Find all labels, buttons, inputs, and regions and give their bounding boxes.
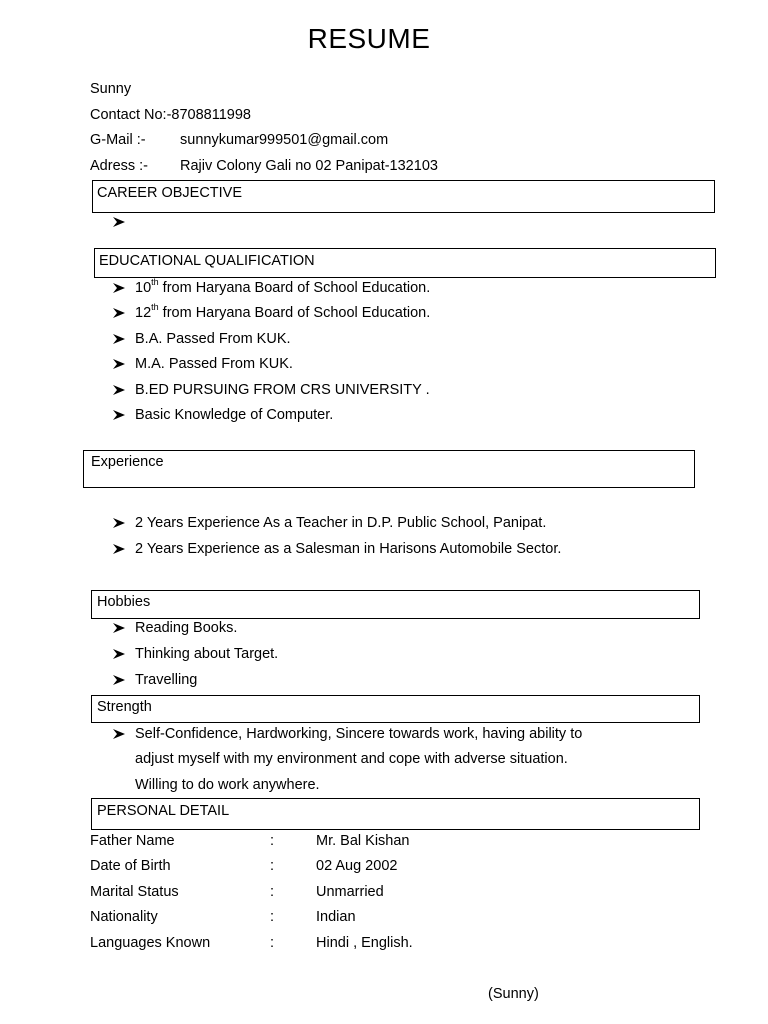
- personal-detail-label: Father Name: [90, 833, 175, 849]
- strength-line: adjust myself with my environment and cope with adverse situation.: [135, 751, 568, 767]
- bullet-arrow-icon: [112, 333, 126, 345]
- personal-detail-value: 02 Aug 2002: [316, 858, 398, 874]
- education-item: B.A. Passed From KUK.: [135, 331, 291, 347]
- education-item: 10th from Haryana Board of School Education.: [135, 277, 431, 296]
- personal-detail-value: Mr. Bal Kishan: [316, 833, 410, 849]
- strength-box: [91, 695, 700, 723]
- candidate-name: Sunny: [90, 81, 132, 97]
- bullet-arrow-icon: [112, 307, 126, 319]
- bullet-arrow-icon: [112, 674, 126, 686]
- education-box: [94, 248, 716, 278]
- gmail-value: sunnykumar999501@gmail.com: [180, 132, 389, 148]
- experience-item: 2 Years Experience as a Salesman in Harisons Automobile Sector.: [135, 541, 562, 557]
- signature: (Sunny): [488, 986, 539, 1002]
- bullet-arrow-icon: [112, 282, 126, 294]
- career-objective-heading: CAREER OBJECTIVE: [97, 185, 243, 201]
- address-label: Adress :-: [90, 158, 149, 174]
- experience-box: [83, 450, 695, 488]
- hobbies-heading: Hobbies: [97, 594, 151, 610]
- strength-heading: Strength: [97, 699, 152, 715]
- address-value: Rajiv Colony Gali no 02 Panipat-132103: [180, 158, 438, 174]
- bullet-arrow-icon: [112, 622, 126, 634]
- hobbies-box: [91, 590, 700, 619]
- education-item: 12th from Haryana Board of School Education.: [135, 302, 431, 321]
- career-objective-box: [92, 180, 715, 213]
- personal-detail-separator: :: [270, 909, 275, 925]
- education-heading: EDUCATIONAL QUALIFICATION: [99, 253, 315, 269]
- personal-detail-label: Marital Status: [90, 884, 179, 900]
- personal-detail-label: Date of Birth: [90, 858, 171, 874]
- bullet-arrow-icon: [112, 409, 126, 421]
- hobby-item: Thinking about Target.: [135, 646, 279, 662]
- career-bullet-arrow-icon: [112, 216, 126, 228]
- strength-line: Willing to do work anywhere.: [135, 777, 320, 793]
- hobby-item: Reading Books.: [135, 620, 238, 636]
- bullet-arrow-icon: [112, 384, 126, 396]
- personal-detail-box: [91, 798, 700, 830]
- personal-detail-separator: :: [270, 833, 275, 849]
- contact-label: Contact No:-: [90, 107, 172, 123]
- bullet-arrow-icon: [112, 543, 126, 555]
- strength-line: Self-Confidence, Hardworking, Sincere towards work, having ability to: [135, 726, 583, 742]
- strength-bullet-arrow-icon: [112, 728, 126, 740]
- bullet-arrow-icon: [112, 517, 126, 529]
- contact-value: 8708811998: [171, 107, 251, 123]
- personal-detail-value: Indian: [316, 909, 356, 925]
- gmail-label: G-Mail :-: [90, 132, 146, 148]
- personal-detail-heading: PERSONAL DETAIL: [97, 803, 230, 819]
- hobby-item: Travelling: [135, 672, 198, 688]
- experience-heading: Experience: [91, 454, 164, 470]
- personal-detail-separator: :: [270, 935, 275, 951]
- bullet-arrow-icon: [112, 648, 126, 660]
- education-item: Basic Knowledge of Computer.: [135, 407, 334, 423]
- contact-line: [90, 105, 251, 125]
- personal-detail-separator: :: [270, 884, 275, 900]
- education-item: M.A. Passed From KUK.: [135, 356, 293, 372]
- bullet-arrow-icon: [112, 358, 126, 370]
- personal-detail-separator: :: [270, 858, 275, 874]
- personal-detail-label: Nationality: [90, 909, 158, 925]
- personal-detail-label: Languages Known: [90, 935, 211, 951]
- page-title: RESUME: [307, 23, 431, 54]
- education-item: B.ED PURSUING FROM CRS UNIVERSITY .: [135, 382, 430, 398]
- personal-detail-value: Unmarried: [316, 884, 384, 900]
- personal-detail-value: Hindi , English.: [316, 935, 413, 951]
- experience-item: 2 Years Experience As a Teacher in D.P. Public School, Panipat.: [135, 515, 547, 531]
